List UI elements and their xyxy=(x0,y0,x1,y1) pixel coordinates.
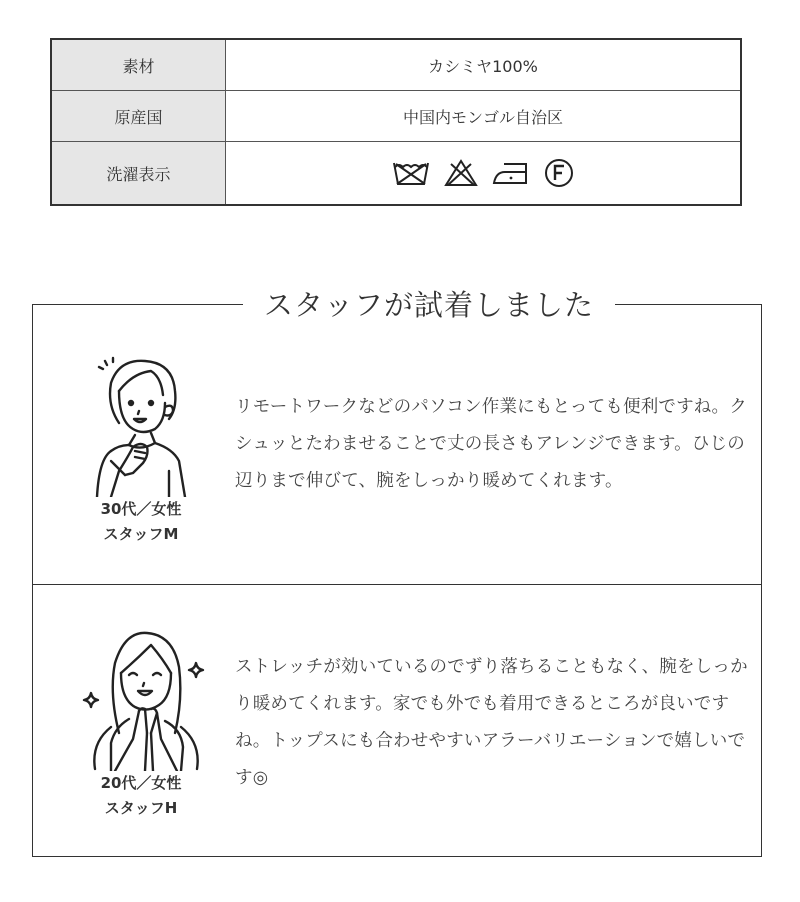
persona xyxy=(81,351,201,547)
staff-name: スタッフM xyxy=(103,525,179,543)
spec-value: カシミヤ100% xyxy=(428,56,538,76)
review-item xyxy=(33,585,761,856)
staff-age-gender: 30代／女性 xyxy=(100,500,182,518)
do-not-bleach-icon xyxy=(444,159,478,187)
spec-row-origin xyxy=(52,91,740,142)
spec-label: 原産国 xyxy=(52,91,226,141)
do-not-wash-icon xyxy=(392,160,430,186)
spec-label: 素材 xyxy=(52,40,226,90)
review-item xyxy=(33,305,761,585)
iron-low-temp-icon xyxy=(492,161,530,185)
spec-value: 中国内モンゴル自治区 xyxy=(402,107,563,127)
section-title: スタッフが試着しました xyxy=(263,287,594,322)
spec-value-care-icons xyxy=(226,142,740,204)
persona xyxy=(81,623,201,821)
staff-review-box xyxy=(32,287,762,857)
spec-row-material xyxy=(52,40,740,91)
review-comment: ストレッチが効いているのでずり落ちることもなく、腕をしっかり暖めてくれます。家でも外でも着用できるところが良いですね。トップスにも合わせやすいアラーバリエーションで嬉しいです◎ xyxy=(235,657,748,788)
review-comment: リモートワークなどのパソコン作業にもとっても便利ですね。クシュッとたわませることで丈の長さもアレンジできます。ひじの辺りまで伸びて、腕をしっかり暖めてくれます。 xyxy=(235,397,747,491)
staff-m-illustration-icon xyxy=(81,351,201,497)
dry-clean-f-icon xyxy=(544,158,574,188)
staff-h-illustration-icon xyxy=(81,623,201,771)
spec-table xyxy=(50,38,742,206)
spec-row-care xyxy=(52,142,740,204)
staff-name: スタッフH xyxy=(104,799,178,817)
staff-age-gender: 20代／女性 xyxy=(100,774,182,792)
spec-label: 洗濯表示 xyxy=(52,142,226,204)
